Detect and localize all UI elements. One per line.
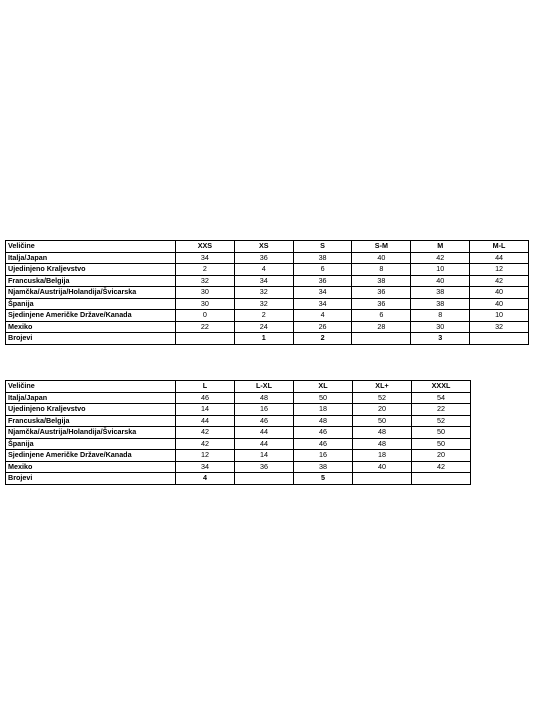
header-label-cell: Veličine <box>6 241 176 253</box>
size-value-cell: 36 <box>234 252 293 264</box>
size-value-cell: 38 <box>411 287 470 299</box>
size-value-cell: 54 <box>412 392 471 404</box>
size-value-cell: 2 <box>293 333 352 345</box>
size-header-cell: S <box>293 241 352 253</box>
table-row <box>6 252 529 264</box>
size-value-cell: 26 <box>293 321 352 333</box>
table-row <box>6 310 529 322</box>
table-row <box>6 333 529 345</box>
size-header-cell: L <box>176 381 235 393</box>
size-value-cell: 5 <box>294 473 353 485</box>
size-value-cell: 48 <box>353 427 412 439</box>
table-row <box>6 287 529 299</box>
region-label-cell: Brojevi <box>6 333 176 345</box>
size-value-cell: 42 <box>176 438 235 450</box>
size-value-cell: 36 <box>352 298 411 310</box>
size-value-cell: 46 <box>294 438 353 450</box>
table-row <box>6 275 529 287</box>
size-value-cell: 40 <box>352 252 411 264</box>
size-value-cell: 14 <box>176 404 235 416</box>
size-value-cell: 6 <box>352 310 411 322</box>
size-value-cell: 3 <box>411 333 470 345</box>
header-label-cell: Veličine <box>6 381 176 393</box>
size-value-cell: 44 <box>470 252 529 264</box>
size-value-cell: 34 <box>293 287 352 299</box>
size-value-cell: 50 <box>412 438 471 450</box>
table-row <box>6 392 471 404</box>
size-value-cell: 50 <box>412 427 471 439</box>
size-value-cell: 10 <box>470 310 529 322</box>
size-header-cell: M <box>411 241 470 253</box>
table-row <box>6 461 471 473</box>
table-row <box>6 264 529 276</box>
size-header-cell: XL+ <box>353 381 412 393</box>
size-value-cell: 10 <box>411 264 470 276</box>
size-value-cell: 42 <box>411 252 470 264</box>
size-value-cell: 30 <box>176 298 235 310</box>
size-value-cell: 0 <box>176 310 235 322</box>
size-value-cell: 16 <box>235 404 294 416</box>
size-value-cell: 38 <box>293 252 352 264</box>
size-value-cell: 20 <box>412 450 471 462</box>
region-label-cell: Mexiko <box>6 321 176 333</box>
size-value-cell: 44 <box>176 415 235 427</box>
size-value-cell: 38 <box>294 461 353 473</box>
size-value-cell: 4 <box>293 310 352 322</box>
size-header-cell: XL <box>294 381 353 393</box>
size-value-cell: 48 <box>294 415 353 427</box>
size-value-cell: 34 <box>293 298 352 310</box>
size-value-cell: 50 <box>294 392 353 404</box>
size-value-cell: 22 <box>176 321 235 333</box>
region-label-cell: Ujedinjeno Kraljevstvo <box>6 264 176 276</box>
size-value-cell: 46 <box>176 392 235 404</box>
table-row <box>6 415 471 427</box>
size-header-cell: L-XL <box>235 381 294 393</box>
table-row <box>6 404 471 416</box>
size-value-cell: 40 <box>470 298 529 310</box>
size-value-cell: 48 <box>353 438 412 450</box>
size-value-cell: 34 <box>234 275 293 287</box>
region-label-cell: Brojevi <box>6 473 176 485</box>
table-row <box>6 298 529 310</box>
size-value-cell: 48 <box>235 392 294 404</box>
size-value-cell: 4 <box>176 473 235 485</box>
size-value-cell <box>235 473 294 485</box>
region-label-cell: Sjedinjene Američke Države/Kanada <box>6 310 176 322</box>
size-value-cell: 30 <box>411 321 470 333</box>
size-value-cell <box>352 333 411 345</box>
table-row <box>6 321 529 333</box>
size-value-cell: 12 <box>176 450 235 462</box>
size-value-cell: 42 <box>176 427 235 439</box>
size-header-cell: S-M <box>352 241 411 253</box>
size-value-cell: 18 <box>294 404 353 416</box>
size-value-cell: 40 <box>470 287 529 299</box>
region-label-cell: Njamčka/Austrija/Holandija/Švicarska <box>6 427 176 439</box>
size-value-cell: 50 <box>353 415 412 427</box>
size-value-cell <box>470 333 529 345</box>
table-row <box>6 473 471 485</box>
size-value-cell: 38 <box>411 298 470 310</box>
size-value-cell: 42 <box>412 461 471 473</box>
size-value-cell: 8 <box>352 264 411 276</box>
size-value-cell: 34 <box>176 461 235 473</box>
size-value-cell: 32 <box>234 298 293 310</box>
size-value-cell: 1 <box>234 333 293 345</box>
size-value-cell: 46 <box>294 427 353 439</box>
size-value-cell <box>176 333 235 345</box>
region-label-cell: Španija <box>6 438 176 450</box>
size-value-cell: 36 <box>235 461 294 473</box>
size-value-cell: 24 <box>234 321 293 333</box>
size-value-cell <box>353 473 412 485</box>
size-value-cell: 52 <box>412 415 471 427</box>
size-value-cell: 34 <box>176 252 235 264</box>
size-value-cell: 28 <box>352 321 411 333</box>
region-label-cell: Ujedinjeno Kraljevstvo <box>6 404 176 416</box>
size-value-cell: 18 <box>353 450 412 462</box>
size-value-cell: 14 <box>235 450 294 462</box>
size-value-cell: 32 <box>470 321 529 333</box>
region-label-cell: Mexiko <box>6 461 176 473</box>
region-label-cell: Sjedinjene Američke Države/Kanada <box>6 450 176 462</box>
size-value-cell: 30 <box>176 287 235 299</box>
size-value-cell: 22 <box>412 404 471 416</box>
size-value-cell: 8 <box>411 310 470 322</box>
size-value-cell: 44 <box>235 427 294 439</box>
size-value-cell: 42 <box>470 275 529 287</box>
table-row <box>6 438 471 450</box>
size-value-cell: 20 <box>353 404 412 416</box>
region-label-cell: Njamčka/Austrija/Holandija/Švicarska <box>6 287 176 299</box>
region-label-cell: Italja/Japan <box>6 252 176 264</box>
size-value-cell: 2 <box>234 310 293 322</box>
size-value-cell: 36 <box>352 287 411 299</box>
size-table-2 <box>5 380 471 485</box>
region-label-cell: Francuska/Belgija <box>6 415 176 427</box>
size-value-cell: 40 <box>353 461 412 473</box>
size-header-cell: XS <box>234 241 293 253</box>
size-value-cell: 6 <box>293 264 352 276</box>
region-label-cell: Francuska/Belgija <box>6 275 176 287</box>
size-value-cell: 52 <box>353 392 412 404</box>
size-value-cell: 46 <box>235 415 294 427</box>
header-row <box>6 381 471 393</box>
table-row <box>6 427 471 439</box>
size-value-cell: 40 <box>411 275 470 287</box>
size-header-cell: XXS <box>176 241 235 253</box>
header-row <box>6 241 529 253</box>
size-value-cell: 32 <box>176 275 235 287</box>
size-value-cell: 44 <box>235 438 294 450</box>
size-value-cell <box>412 473 471 485</box>
size-value-cell: 36 <box>293 275 352 287</box>
size-value-cell: 4 <box>234 264 293 276</box>
size-value-cell: 32 <box>234 287 293 299</box>
size-table-1 <box>5 240 529 345</box>
region-label-cell: Španija <box>6 298 176 310</box>
region-label-cell: Italja/Japan <box>6 392 176 404</box>
size-value-cell: 16 <box>294 450 353 462</box>
table-row <box>6 450 471 462</box>
size-header-cell: M-L <box>470 241 529 253</box>
size-header-cell: XXXL <box>412 381 471 393</box>
size-value-cell: 12 <box>470 264 529 276</box>
size-value-cell: 38 <box>352 275 411 287</box>
size-value-cell: 2 <box>176 264 235 276</box>
